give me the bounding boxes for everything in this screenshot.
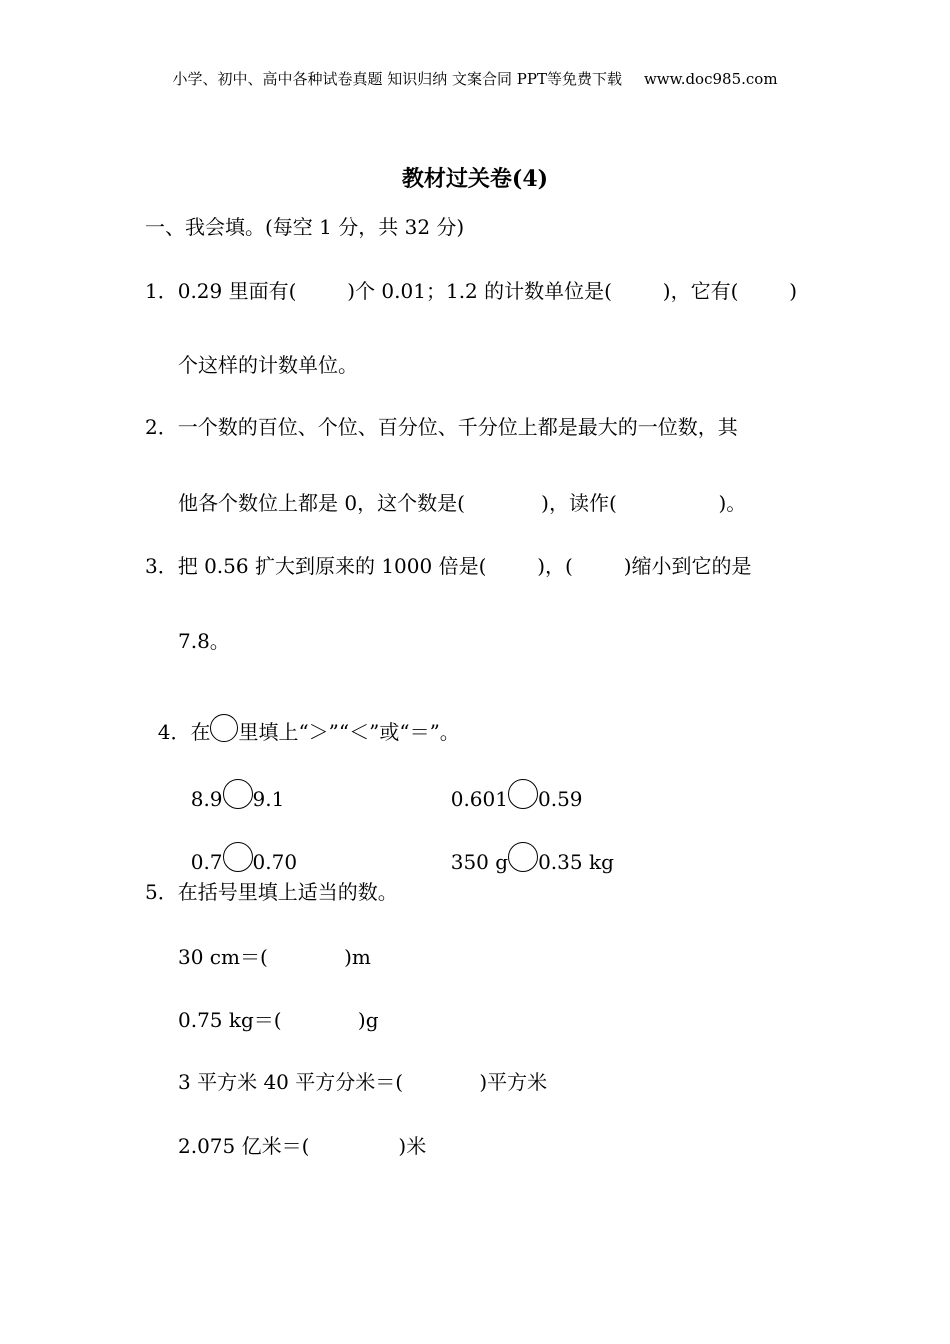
- question-4-instruction: [145, 688, 460, 745]
- compare-item: [178, 816, 297, 875]
- compare-circle-icon[interactable]: [508, 842, 538, 872]
- compare-item: [438, 816, 614, 875]
- conversion-item: 0.75 kg＝( )g: [178, 1008, 379, 1032]
- compare-right: 0.59: [537, 787, 583, 811]
- compare-circle-icon[interactable]: [223, 779, 253, 809]
- question-3-line-2: 7.8。: [178, 629, 230, 653]
- question-2-line-2: 他各个数位上都是 0，这个数是( )，读作( )。: [178, 491, 747, 515]
- compare-left: 350 g: [450, 850, 509, 874]
- compare-right: 0.35 kg: [538, 850, 614, 874]
- compare-item: [438, 753, 583, 812]
- conversion-item: 2.075 亿米＝( )米: [178, 1134, 427, 1158]
- question-5-instruction: 5．在括号里填上适当的数。: [145, 880, 398, 904]
- question-4-suffix: 里填上“＞”“＜”或“＝”。: [238, 720, 460, 744]
- header-site: www.doc985.com: [643, 70, 778, 88]
- compare-right: 9.1: [252, 787, 285, 811]
- compare-right: 0.70: [252, 850, 298, 874]
- question-1-line-1: 1．0.29 里面有( )个 0.01；1.2 的计数单位是( )，它有( ): [145, 279, 798, 303]
- compare-left: 8.9: [190, 787, 223, 811]
- question-4-prefix: 4．在: [157, 720, 211, 744]
- compare-left: 0.601: [450, 787, 508, 811]
- question-1-line-2: 个这样的计数单位。: [178, 353, 358, 377]
- conversion-item: 30 cm＝( )m: [178, 945, 371, 969]
- compare-circle-icon[interactable]: [223, 842, 253, 872]
- compare-circle-icon[interactable]: [508, 779, 538, 809]
- circle-icon: [210, 714, 238, 742]
- page-header: [0, 68, 950, 89]
- compare-item: [178, 753, 284, 812]
- question-3-line-1: 3．把 0.56 扩大到原来的 1000 倍是( )，( )缩小到它的是: [145, 554, 752, 578]
- section-heading: 一、我会填。(每空 1 分，共 32 分): [145, 215, 465, 239]
- compare-left: 0.7: [190, 850, 223, 874]
- question-2-line-1: 2．一个数的百位、个位、百分位、千分位上都是最大的一位数，其: [145, 415, 738, 439]
- conversion-item: 3 平方米 40 平方分米＝( )平方米: [178, 1070, 548, 1094]
- page-title: 教材过关卷(4): [401, 166, 549, 192]
- header-text: 小学、初中、高中各种试卷真题 知识归纳 文案合同 PPT等免费下载: [172, 70, 622, 88]
